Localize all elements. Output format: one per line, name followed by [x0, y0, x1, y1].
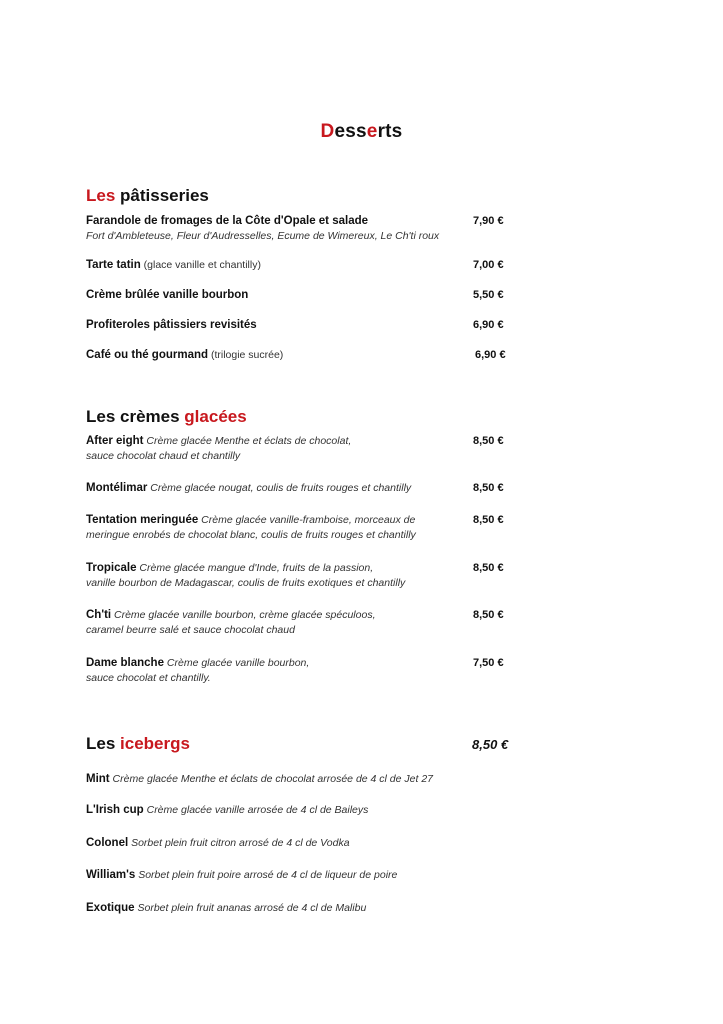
menu-item: After eight Crème glacée Menthe et éclats de chocolat, sauce chocolat chaud et chantilly: [86, 435, 352, 462]
section-title-cremes-glacees: Les crèmes glacées: [86, 407, 247, 426]
menu-item-price: 7,00 €: [473, 259, 504, 271]
menu-item: Montélimar Crème glacée nougat, coulis de fruits rouges et chantilly: [86, 482, 412, 494]
menu-item: Mint Crème glacée Menthe et éclats de chocolat arrosée de 4 cl de Jet 27: [86, 773, 433, 785]
menu-item-price: 8,50 €: [473, 435, 504, 447]
section-title-patisseries: Les pâtisseries: [86, 186, 209, 205]
page-title: Desserts: [320, 121, 403, 142]
menu-item-price: 8,50 €: [473, 562, 504, 574]
menu-item: Colonel Sorbet plein fruit citron arrosé de 4 cl de Vodka: [86, 837, 350, 849]
menu-item: Dame blanche Crème glacée vanille bourbon, sauce chocolat et chantilly.: [86, 657, 310, 684]
menu-item-price: 6,90 €: [475, 349, 506, 361]
menu-item: L'Irish cup Crème glacée vanille arrosée de 4 cl de Baileys: [86, 804, 369, 816]
menu-item-price: 7,50 €: [473, 657, 504, 669]
menu-item: Tropicale Crème glacée mangue d'Inde, fruits de la passion, vanille bourbon de Madagascar, coulis de fruits exotiques et chantilly: [86, 562, 406, 589]
section-title-icebergs: Les icebergs: [86, 734, 190, 753]
menu-item-price: 7,90 €: [473, 215, 504, 227]
menu-item: Exotique Sorbet plein fruit ananas arrosé de 4 cl de Malibu: [86, 902, 367, 914]
menu-item: Café ou thé gourmand (trilogie sucrée): [86, 349, 284, 361]
menu-item-price: 8,50 €: [473, 514, 504, 526]
menu-item-price: 8,50 €: [473, 609, 504, 621]
menu-item: Tentation meringuée Crème glacée vanille-framboise, morceaux de meringue enrobés de chocolat blanc, coulis de fruits rouges et chantilly: [86, 514, 416, 541]
menu-item: Tarte tatin (glace vanille et chantilly): [86, 259, 261, 271]
menu-item-price: 8,50 €: [473, 482, 504, 494]
menu-item: Farandole de fromages de la Côte d'Opale et salade Fort d'Ambleteuse, Fleur d'Audresselles, Ecume de Wimereux, Le Ch'ti roux: [86, 215, 440, 242]
menu-item-price: 5,50 €: [473, 289, 504, 301]
section-price: 8,50 €: [472, 737, 509, 752]
menu-item: William's Sorbet plein fruit poire arrosé de 4 cl de liqueur de poire: [86, 869, 398, 881]
menu-item: Profiteroles pâtissiers revisités: [86, 319, 257, 331]
menu-item: Crème brûlée vanille bourbon: [86, 289, 249, 301]
menu-item: Ch'ti Crème glacée vanille bourbon, crème glacée spéculoos, caramel beurre salé et sauce chocolat chaud: [86, 609, 376, 636]
menu-item-price: 6,90 €: [473, 319, 504, 331]
